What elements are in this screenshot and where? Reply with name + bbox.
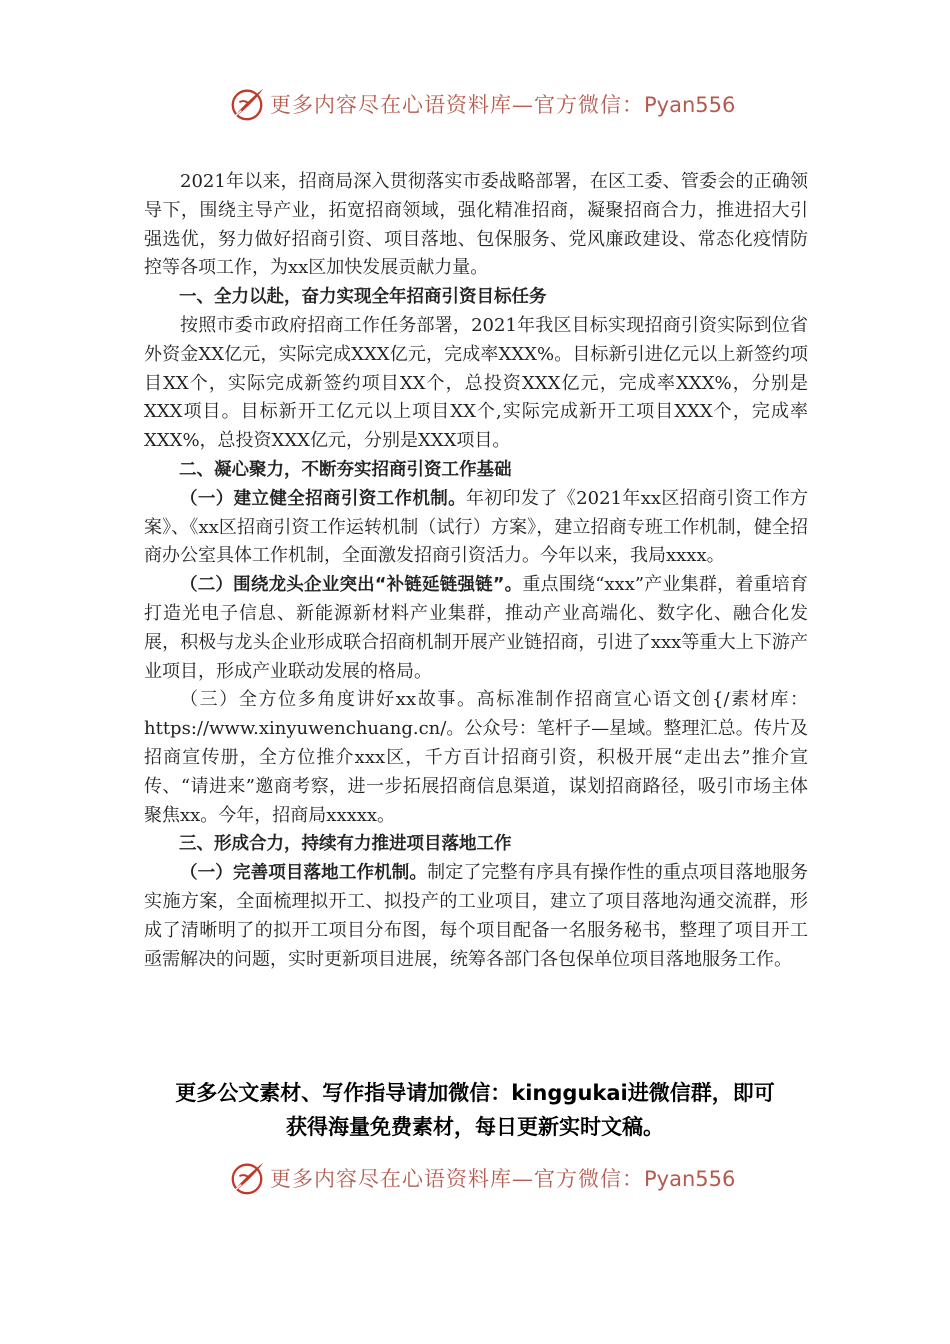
document-body [144, 168, 808, 974]
targets-paragraph: 按照市委市政府招商工作任务部署，2021年我区目标实现招商引资实际到位省外资金XX亿元，实际完成XXX亿元，完成率XXX%。目标新引进亿元以上新签约项目XX个，实际完成新签约项目XX个，总投资XXX亿元，完成率XXX%，分别是XXX项目。目标新开工亿元以上项目XX个,实际完成新开工项目XXX个，完成率XXX%，总投资XXX亿元，分别是XXX项目。 [144, 314, 808, 452]
banner-text-cn: 更多内容尽在心语资料库—官方微信： [270, 1167, 644, 1191]
quill-pen-logo-icon [228, 85, 266, 123]
section-heading-1: 一、全力以赴，奋力实现全年招商引资目标任务 [179, 287, 547, 308]
subsection-title-1: （一）建立健全招商引资工作机制。 [180, 488, 466, 509]
banner-wechat-id: Pyan556 [644, 93, 736, 117]
banner-title [270, 89, 735, 119]
promo-text [120, 1076, 830, 1144]
footer-banner [0, 1152, 950, 1202]
promo-line-1: 更多公文素材、写作指导请加微信：kinggukai进微信群，即可 [175, 1081, 775, 1105]
banner-wechat-id: Pyan556 [644, 1167, 736, 1191]
banner-title [270, 1163, 735, 1193]
subsection-text-2: 重点围绕“xxx”产业集群，着重培育打造光电子信息、新能源新材料产业集群，推动产业高端化、数字化、融合化发展，积极与龙头企业形成联合招商机制开展产业链招商，引进了xxx等重大上下游产业项目，形成产业联动发展的格局。 [144, 574, 808, 682]
subsection-paragraph-2 [144, 571, 808, 686]
subsection-paragraph-3: （三）全方位多角度讲好xx故事。高标准制作招商宣心语文创{/素材库：https://www.xinyuwenchuang.cn/。公众号：笔杆子—星域。整理汇总。传片及招商宣传册，全方位推介xxx区，千方百计招商引资，积极开展“走出去”推介宣传、“请进来”邀商考察，进一步拓展招商信息渠道，谋划招商路径，吸引市场主体聚焦xx。今年，招商局xxxxx。 [144, 689, 808, 826]
header-banner [0, 78, 950, 128]
subsection-title-4: （一）完善项目落地工作机制。 [180, 863, 428, 884]
subsection-paragraph-4 [144, 859, 808, 974]
subsection-text-1: 年初印发了《2021年xx区招商引资工作方案》、《xx区招商引资工作运转机制（试行）方案》，建立招商专班工作机制，健全招商办公室具体工作机制，全面激发招商引资活力。今年以来，我局xxxx。 [144, 487, 808, 567]
section-heading-3: 三、形成合力，持续有力推进项目落地工作 [179, 834, 512, 855]
banner-text-cn: 更多内容尽在心语资料库—官方微信： [270, 93, 644, 117]
intro-paragraph: 2021年以来，招商局深入贯彻落实市委战略部署，在区工委、管委会的正确领导下，围绕主导产业，拓宽招商领域，强化精准招商，凝聚招商合力，推进招大引强选优，努力做好招商引资、项目落地、包保服务、党风廉政建设、常态化疫情防控等各项工作，为xx区加快发展贡献力量。 [144, 171, 808, 279]
subsection-paragraph-1 [144, 485, 808, 571]
subsection-title-2: （二）围绕龙头企业突出“补链延链强链”。 [180, 575, 523, 596]
section-heading-2: 二、凝心聚力，不断夯实招商引资工作基础 [179, 459, 512, 480]
subsection-text-4: 制定了完整有序具有操作性的重点项目落地服务实施方案，全面梳理拟开工、拟投产的工业项目，建立了项目落地沟通交流群，形成了清晰明了的拟开工项目分布图，每个项目配备一名服务秘书，整理了项目开工亟需解决的问题，实时更新项目进展，统筹各部门各包保单位项目落地服务工作。 [144, 862, 809, 970]
quill-pen-logo-icon [228, 1159, 266, 1197]
promo-line-2: 获得海量免费素材，每日更新实时文稿。 [286, 1115, 664, 1139]
